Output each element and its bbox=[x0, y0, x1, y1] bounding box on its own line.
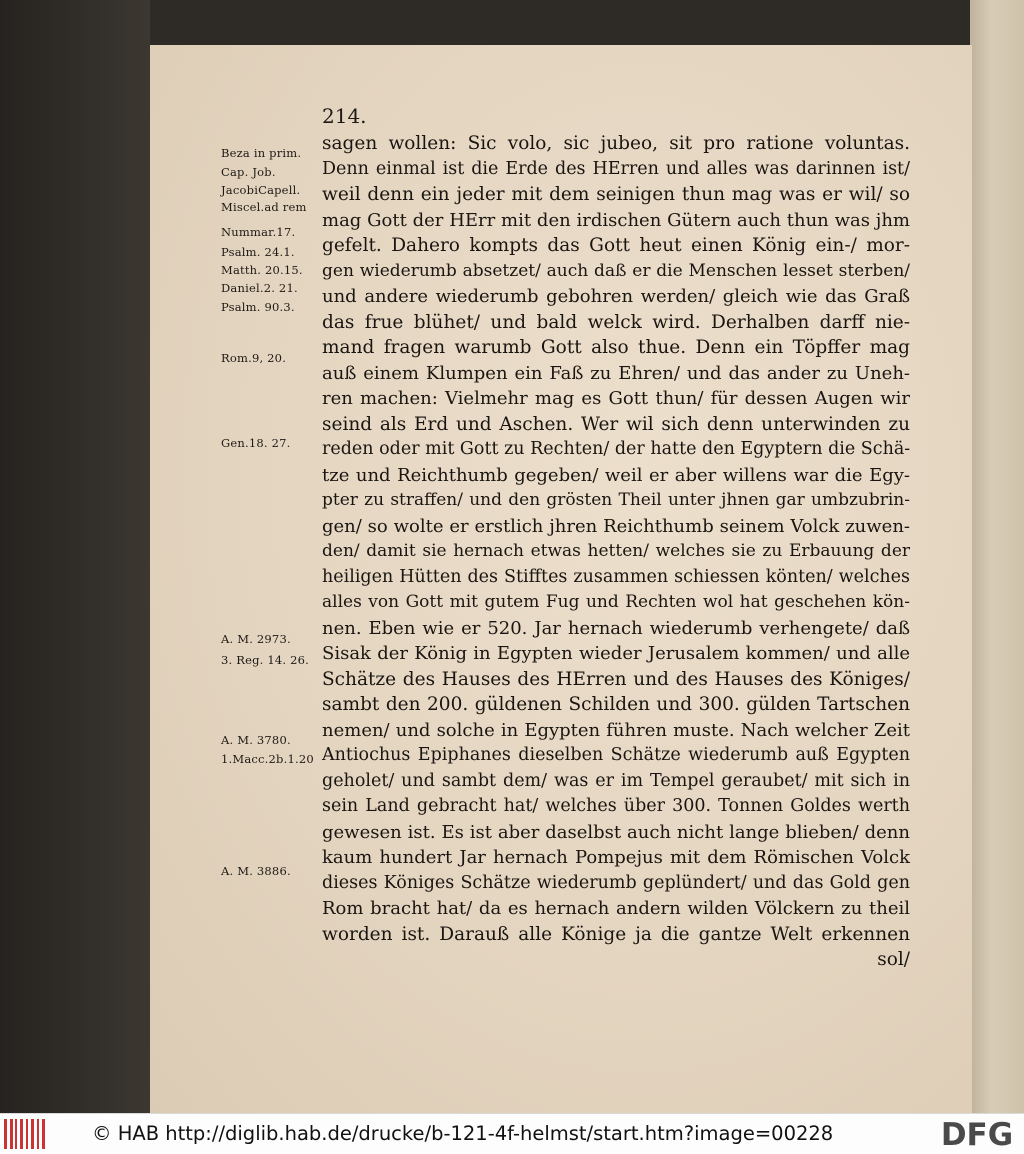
margin-note: A. M. 3886. bbox=[221, 864, 291, 878]
text-line: sambt den 200. güldenen Schilden und 300. gülden Tartschen bbox=[322, 694, 910, 715]
text-line: tze und Reichthumb gegeben/ weil er aber willens war die Egy- bbox=[322, 464, 910, 486]
text-line: nemen/ und solche in Egypten führen muste. Nach welcher Zeit bbox=[322, 719, 910, 741]
copyright-link[interactable]: © HAB http://diglib.hab.de/drucke/b-121-4f-helmst/start.htm?image=00228 bbox=[92, 1122, 834, 1145]
hab-barcode-logo-icon bbox=[4, 1119, 46, 1149]
text-line: worden ist. Darauß alle Könige ja die gantze Welt erkennen bbox=[322, 923, 910, 945]
margin-note: Matth. 20.15. bbox=[221, 263, 303, 277]
text-line: Schätze des Hauses des HErren und des Hauses des Königes/ bbox=[322, 668, 910, 690]
text-line: gewesen ist. Es ist aber daselbst auch nicht lange blieben/ denn bbox=[322, 821, 910, 843]
margin-note: Nummar.17. bbox=[221, 225, 296, 239]
margin-note: Rom.9, 20. bbox=[221, 351, 287, 365]
text-line: das frue blühet/ und bald welck wird. Derhalben darff nie- bbox=[322, 311, 910, 333]
text-line: pter zu straffen/ und den grösten Theil unter jhnen gar umbzubrin- bbox=[322, 490, 910, 510]
text-line: reden oder mit Gott zu Rechten/ der hatte den Egyptern die Schä- bbox=[322, 439, 911, 459]
margin-note: 3. Reg. 14. 26. bbox=[221, 653, 309, 667]
text-line: gen/ so wolte er erstlich jhren Reichthumb seinem Volck zuwen- bbox=[322, 515, 910, 537]
text-line: sein Land gebracht hat/ welches über 300. Tonnen Goldes werth bbox=[322, 796, 910, 816]
text-line: ren machen: Vielmehr mag es Gott thun/ für dessen Augen wir bbox=[322, 388, 910, 409]
text-line: alles von Gott mit gutem Fug und Rechten wol hat geschehen kön- bbox=[322, 592, 910, 612]
margin-note: 1.Macc.2b.1.20 bbox=[221, 752, 314, 766]
text-line: mag Gott der HErr mit den irdischen Gütern auch thun was jhm bbox=[322, 209, 910, 231]
page-number: 214. bbox=[322, 104, 367, 128]
margin-note: Psalm. 90.3. bbox=[221, 300, 295, 314]
text-line: gen wiederumb absetzet/ auch daß er die Menschen lesset sterben/ bbox=[322, 260, 910, 281]
text-line: Denn einmal ist die Erde des HErren und alles was darinnen ist/ bbox=[322, 158, 910, 179]
margin-note: Cap. Job. bbox=[221, 165, 276, 179]
scan-background-right bbox=[970, 0, 1024, 1113]
text-line: geholet/ und sambt dem/ was er im Tempel geraubet/ mit sich in bbox=[322, 770, 910, 791]
margin-note: Gen.18. 27. bbox=[221, 436, 291, 450]
catchword-line: sol/ bbox=[877, 949, 910, 970]
margin-note: Beza in prim. bbox=[221, 146, 302, 160]
dfg-logo bbox=[932, 1116, 1022, 1150]
text-line: Rom bracht hat/ da es hernach andern wilden Völckern zu theil bbox=[322, 898, 910, 919]
text-line: nen. Eben wie er 520. Jar hernach wiederumb verhengete/ daß bbox=[322, 617, 910, 639]
text-line: den/ damit sie hernach etwas hetten/ welches sie zu Erbauung der bbox=[322, 541, 910, 561]
text-line: weil denn ein jeder mit dem seinigen thun mag was er wil/ so bbox=[322, 184, 910, 205]
margin-note: A. M. 2973. bbox=[221, 632, 291, 646]
text-line: gefelt. Dahero kompts das Gott heut einen König ein-/ mor- bbox=[322, 235, 910, 256]
text-line: mand fragen warumb Gott also thue. Denn ein Töpffer mag bbox=[322, 337, 910, 358]
text-line: kaum hundert Jar hernach Pompejus mit dem Römischen Volck bbox=[322, 847, 910, 868]
dfg-logo-text: DFG bbox=[940, 1117, 1014, 1150]
text-line: heiligen Hütten des Stifftes zusammen schiessen könten/ welches bbox=[322, 566, 910, 587]
margin-note: A. M. 3780. bbox=[221, 733, 291, 747]
margin-note: JacobiCapell. bbox=[221, 183, 301, 197]
text-line: seind als Erd und Aschen. Wer wil sich denn unterwinden zu bbox=[322, 413, 910, 435]
page-body-text bbox=[322, 131, 910, 973]
text-line: Sisak der König in Egypten wieder Jerusalem kommen/ und alle bbox=[322, 643, 910, 664]
viewer-footer bbox=[0, 1113, 1024, 1154]
margin-note: Miscel.ad rem bbox=[221, 200, 307, 214]
text-line: Antiochus Epiphanes dieselben Schätze wiederumb auß Egypten bbox=[322, 745, 910, 765]
text-line: auß einem Klumpen ein Faß zu Ehren/ und das ander zu Uneh- bbox=[322, 362, 910, 384]
text-line: sagen wollen: Sic volo, sic jubeo, sit pro ratione voluntas. bbox=[322, 133, 910, 154]
margin-note: Daniel.2. 21. bbox=[221, 281, 298, 295]
text-line: dieses Königes Schätze wiederumb geplündert/ und das Gold gen bbox=[322, 872, 910, 893]
text-line: und andere wiederumb gebohren werden/ gleich wie das Graß bbox=[322, 286, 910, 307]
margin-note: Psalm. 24.1. bbox=[221, 245, 295, 259]
scan-background-left bbox=[0, 0, 150, 1113]
